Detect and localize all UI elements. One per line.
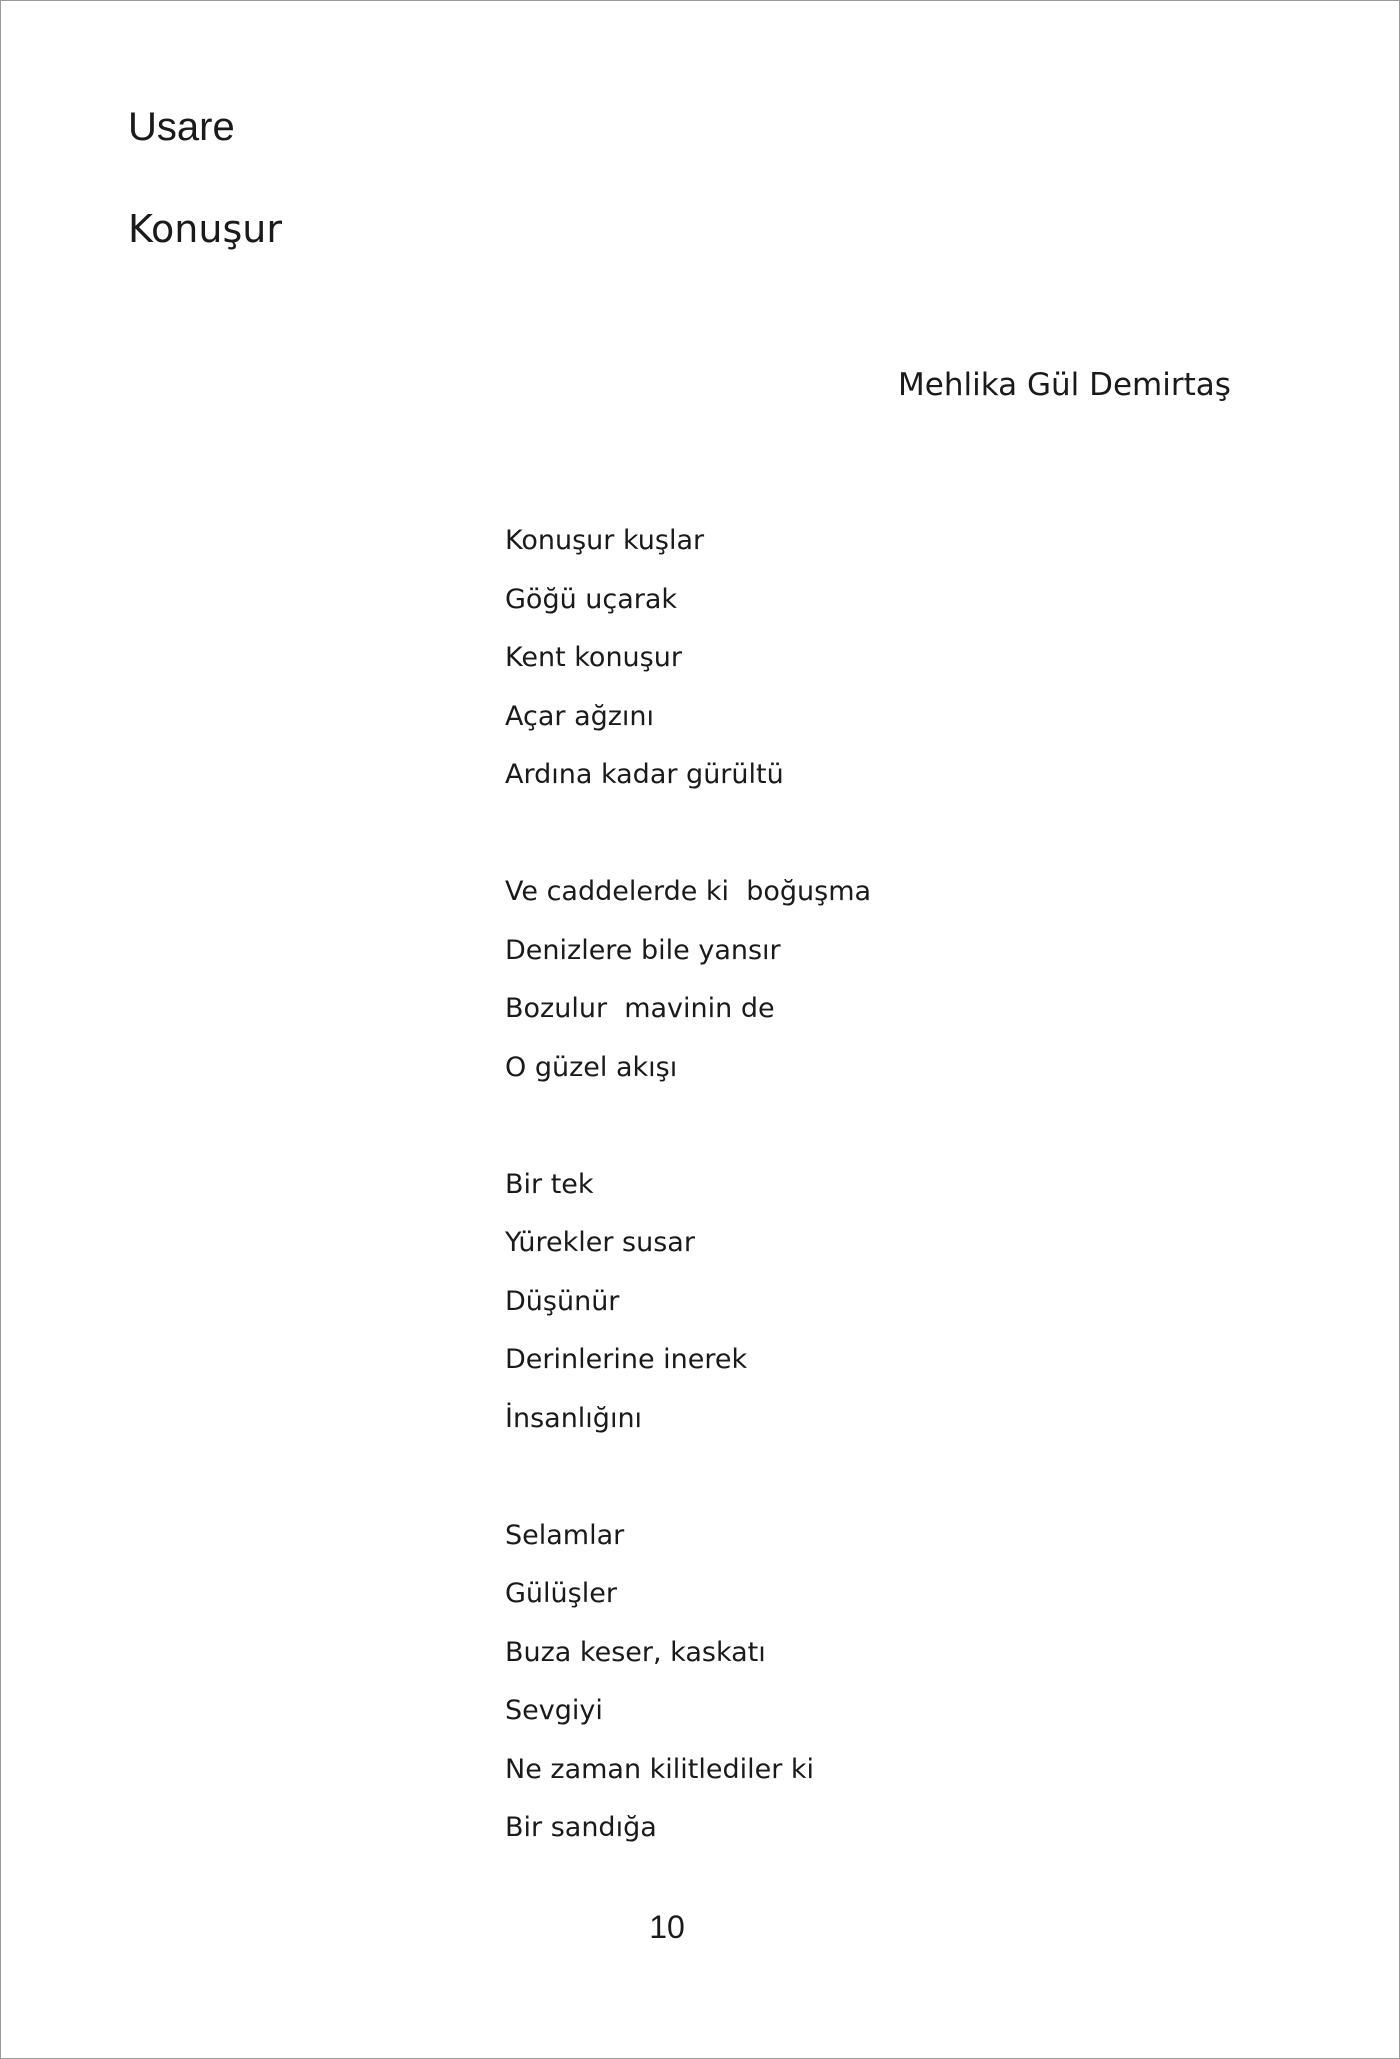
poem-line: Açar ağzını [505,700,655,732]
poem-body [505,512,871,1858]
poem-line: Göğü uçarak [505,583,678,615]
poem-line: Gülüşler [505,1578,617,1609]
poem-line: Bir sandığa [505,1812,657,1843]
poem-line: Buza keser, kaskatı [505,1636,766,1668]
stanza [505,512,871,805]
poem-line: Bir tek [505,1168,594,1200]
poem-line: Ardına kadar gürültü [505,759,784,790]
poem-line: Konuşur kuşlar [505,525,705,556]
stanza [505,863,871,1097]
stanza [505,1156,871,1449]
poem-line: Selamlar [505,1519,625,1551]
poem-line: Derinlerine inerek [505,1344,748,1375]
page-number: 10 [649,1909,685,1945]
stanza [505,1507,871,1858]
poem-line: Düşünür [505,1285,620,1317]
poem-line: Ne zaman kilitlediler ki [505,1753,815,1785]
poem-line: İnsanlığını [505,1402,643,1434]
poem-line: Ve caddelerde ki boğuşma [505,876,872,907]
poem-line: O güzel akışı [505,1051,678,1083]
poem-title: Konuşur [128,207,282,251]
poem-author: Mehlika Gül Demirtaş [898,367,1231,403]
poem-line: Denizlere bile yansır [505,934,781,966]
poem-line: Kent konuşur [505,642,682,673]
poem-line: Sevgiyi [505,1695,603,1726]
poem-line: Yürekler susar [505,1227,695,1258]
running-header: Usare [128,105,235,149]
poem-line: Bozulur mavinin de [505,993,775,1024]
